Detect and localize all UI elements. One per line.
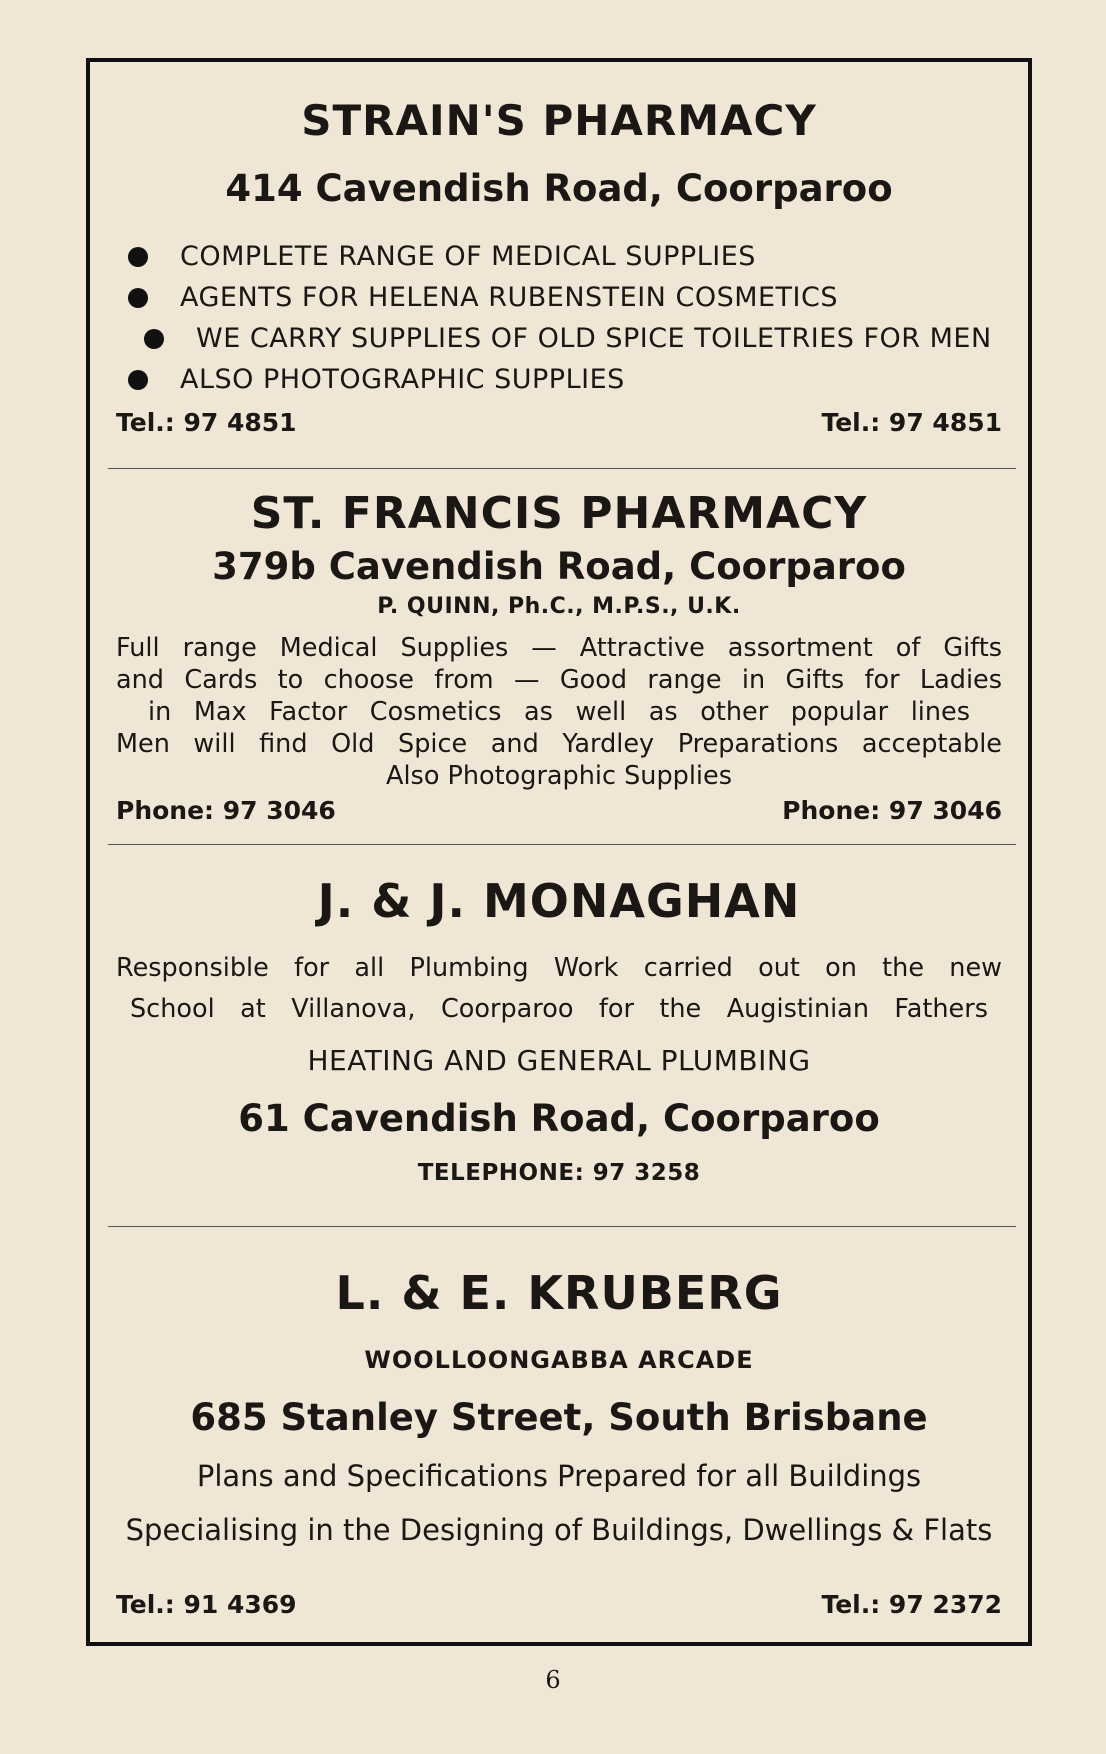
list-item: COMPLETE RANGE OF MEDICAL SUPPLIES <box>90 236 1028 277</box>
kruberg-location: WOOLLOONGABBA ARCADE <box>364 1346 754 1374</box>
divider <box>108 468 1016 469</box>
kruberg-line-1: Plans and Specifications Prepared for all Buildings <box>196 1459 922 1493</box>
st-francis-description <box>90 632 1028 792</box>
description-line: Also Photographic Supplies <box>386 761 732 791</box>
kruberg-line-2: Specialising in the Designing of Buildings, Dwellings & Flats <box>125 1513 993 1547</box>
kruberg-ad <box>90 1266 1028 1547</box>
list-item: ALSO PHOTOGRAPHIC SUPPLIES <box>90 359 1028 400</box>
kruberg-title: L. & E. KRUBERG <box>335 1266 783 1320</box>
tel-right: Tel.: 97 2372 <box>821 1590 1002 1619</box>
strain-pharmacy-ad <box>90 96 1028 210</box>
description-line: and Cards to choose from — Good range in Gifts for Ladies <box>116 665 1002 695</box>
monaghan-address: 61 Cavendish Road, Coorparoo <box>238 1097 880 1140</box>
st-francis-pharmacy-ad <box>90 488 1028 619</box>
divider <box>108 1226 1016 1227</box>
tel-left: Tel.: 97 4851 <box>116 408 297 437</box>
list-item: AGENTS FOR HELENA RUBENSTEIN COSMETICS <box>90 277 1028 318</box>
st-francis-proprietor: P. QUINN, Ph.C., M.P.S., U.K. <box>377 594 741 619</box>
monaghan-description <box>90 948 1028 1030</box>
description-line: in Max Factor Cosmetics as well as other popular lines <box>148 697 970 727</box>
monaghan-ad <box>90 874 1028 928</box>
strain-pharmacy-list <box>90 236 1028 400</box>
description-line: Men will find Old Spice and Yardley Preparations acceptable <box>116 729 1002 759</box>
list-item: WE CARRY SUPPLIES OF OLD SPICE TOILETRIES FOR MEN <box>90 318 1028 359</box>
bullet-icon <box>128 247 148 267</box>
bullet-icon <box>128 288 148 308</box>
description-line: Full range Medical Supplies — Attractive assortment of Gifts <box>116 633 1002 663</box>
monaghan-service: HEATING AND GENERAL PLUMBING <box>307 1044 811 1077</box>
divider <box>108 844 1016 845</box>
st-francis-address: 379b Cavendish Road, Coorparoo <box>212 545 906 588</box>
st-francis-title: ST. FRANCIS PHARMACY <box>250 488 868 539</box>
description-line: School at Villanova, Coorparoo for the Augistinian Fathers <box>130 994 988 1024</box>
phone-right: Phone: 97 3046 <box>782 796 1002 825</box>
tel-right: Tel.: 97 4851 <box>821 408 1002 437</box>
strain-pharmacy-title: STRAIN'S PHARMACY <box>301 96 817 145</box>
description-line: Responsible for all Plumbing Work carried out on the new <box>116 953 1002 983</box>
strain-pharmacy-address: 414 Cavendish Road, Coorparoo <box>225 167 893 210</box>
page-number: 6 <box>545 1666 561 1694</box>
kruberg-address: 685 Stanley Street, South Brisbane <box>190 1396 928 1439</box>
monaghan-title: J. & J. MONAGHAN <box>317 874 801 928</box>
monaghan-telephone: TELEPHONE: 97 3258 <box>417 1160 701 1186</box>
monaghan-details <box>90 1044 1028 1186</box>
tel-left: Tel.: 91 4369 <box>116 1590 297 1619</box>
phone-left: Phone: 97 3046 <box>116 796 336 825</box>
advertisement-frame <box>86 58 1032 1646</box>
bullet-icon <box>128 370 148 390</box>
bullet-icon <box>144 329 164 349</box>
